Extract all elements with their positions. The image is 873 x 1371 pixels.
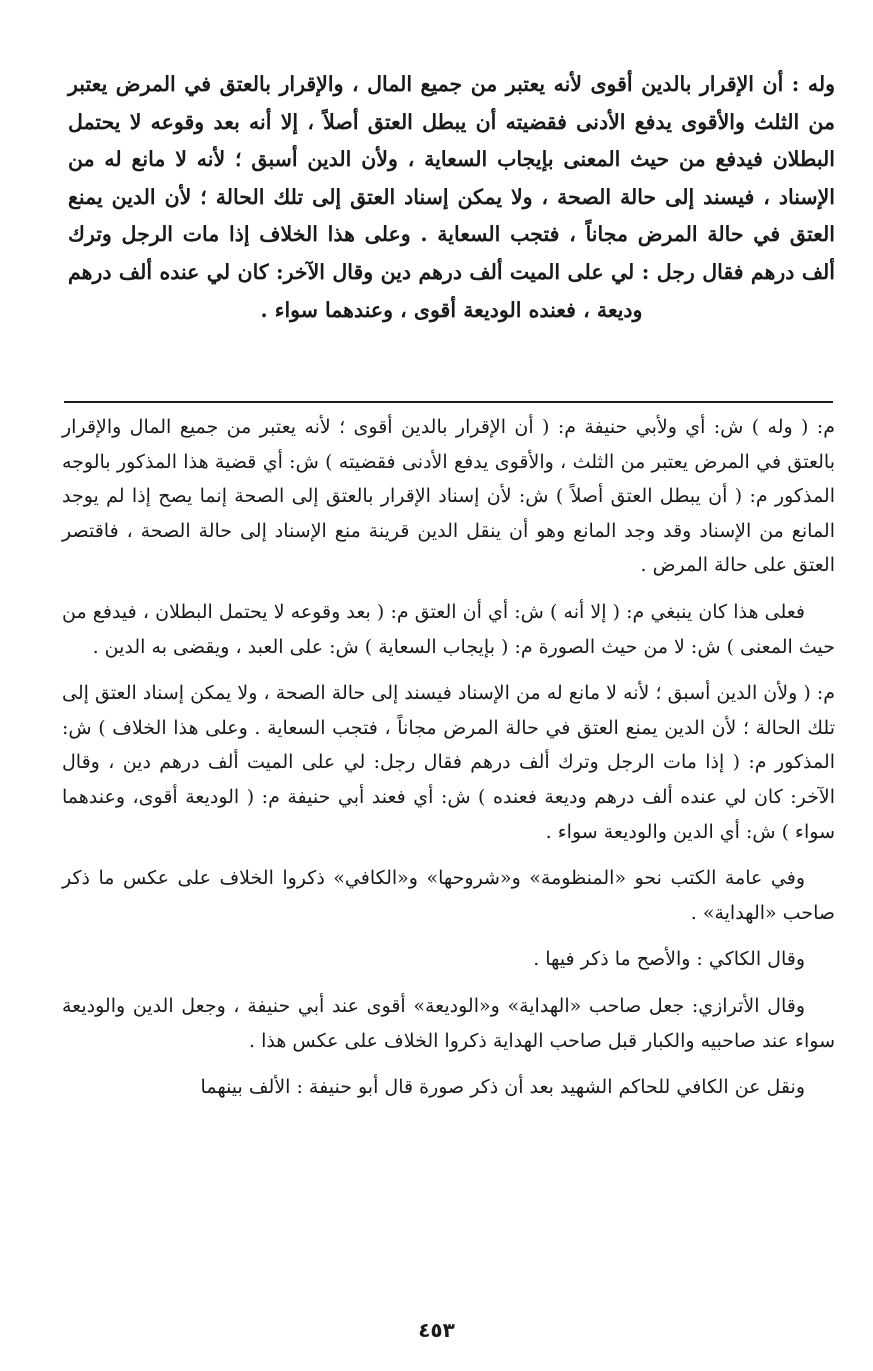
commentary-paragraph-1: م: ( وله ) ش: أي ولأبي حنيفة م: ( أن الإقرار بالدين أقوى ؛ لأنه يعتبر من جميع المال والإقرار بالعتق في المرض يعتبر من الثلث ، والأقوى يدفع الأدنى فقضيته ) ش: أي قضية هذا المذكور بالوجه المذكور م: ( أن يبطل العتق أصلاً ) ش: لأن إسناد الإقرار بالعتق إلى الصحة إنما يصح إذا لم يوجد المانع من الإسناد وقد وجد المانع وهو أن ينقل الدين قرينة منع الإسناد إلى حالة الصحة ، فاقتصر العتق على حالة المرض . (62, 416, 835, 577)
commentary-paragraph-6: وقال الأترازي: جعل صاحب «الهداية» و«الوديعة» أقوى عند أبي حنيفة ، وجعل الدين والوديعة سواء عند صاحبيه والكبار قبل صاحب الهداية ذكروا الخلاف على عكس هذا . (62, 994, 835, 1052)
main-text-block: وله : أن الإقرار بالدين أقوى لأنه يعتبر من جميع المال ، والإقرار بالعتق في المرض يعتبر من الثلث والأقوى يدفع الأدنى فقضيته أن يبطل العتق أصلاً ، إلا أنه بعد وقوعه لا يحتمل البطلان فيدفع من حيث المعنى بإيجاب السعاية ، ولأن الدين أسبق ؛ لأنه لا مانع له من الإسناد ، فيسند إلى حالة الصحة ، ولا يمكن إسناد العتق إلى تلك الحالة ؛ لأن الدين يمنع العتق في حالة المرض مجاناً ، فتجب السعاية . وعلى هذا الخلاف إذا مات الرجل وترك ألف درهم فقال رجل : لي على الميت ألف درهم دين وقال الآخر: كان لي عنده ألف درهم وديعة ، فعنده الوديعة أقوى ، وعندهما سواء . (68, 72, 835, 322)
commentary-paragraph-2: فعلى هذا كان ينبغي م: ( إلا أنه ) ش: أي أن العتق م: ( بعد وقوعه لا يحتمل البطلان ، فيدفع من حيث المعنى ) ش: لا من حيث الصورة م: ( بإيجاب السعاية ) ش: على العبد ، ويقضى به الدين . (62, 600, 835, 658)
page-number: ٤٥٣ (418, 1318, 455, 1342)
commentary-paragraph-7: ونقل عن الكافي للحاكم الشهيد بعد أن ذكر صورة قال أبو حنيفة : الألف بينهما (200, 1076, 805, 1099)
commentary-paragraph-3: م: ( ولأن الدين أسبق ؛ لأنه لا مانع له من الإسناد فيسند إلى حالة الصحة ، ولا يمكن إسناد العتق إلى تلك الحالة ؛ لأن الدين يمنع العتق في حالة المرض مجاناً ، فتجب السعاية . وعلى هذا الخلاف ) ش: المذكور م: ( إذا مات الرجل وترك ألف درهم فقال رجل: لي على الميت ألف درهم دين ، وقال الآخر: كان لي عنده ألف درهم وديعة فعنده ) ش: أي فعند أبي حنيفة م: ( الوديعة أقوى، وعندهما سواء ) ش: أي الدين والوديعة سواء . (62, 682, 835, 843)
commentary-paragraph-5: وقال الكاكي : والأصح ما ذكر فيها . (533, 948, 805, 971)
commentary-block (62, 410, 835, 1117)
commentary-paragraph-4: وفي عامة الكتب نحو «المنظومة» و«شروحها» و«الكافي» ذكروا الخلاف على عكس ما ذكر صاحب «الهداية» . (62, 867, 835, 924)
separator-line (64, 401, 833, 403)
